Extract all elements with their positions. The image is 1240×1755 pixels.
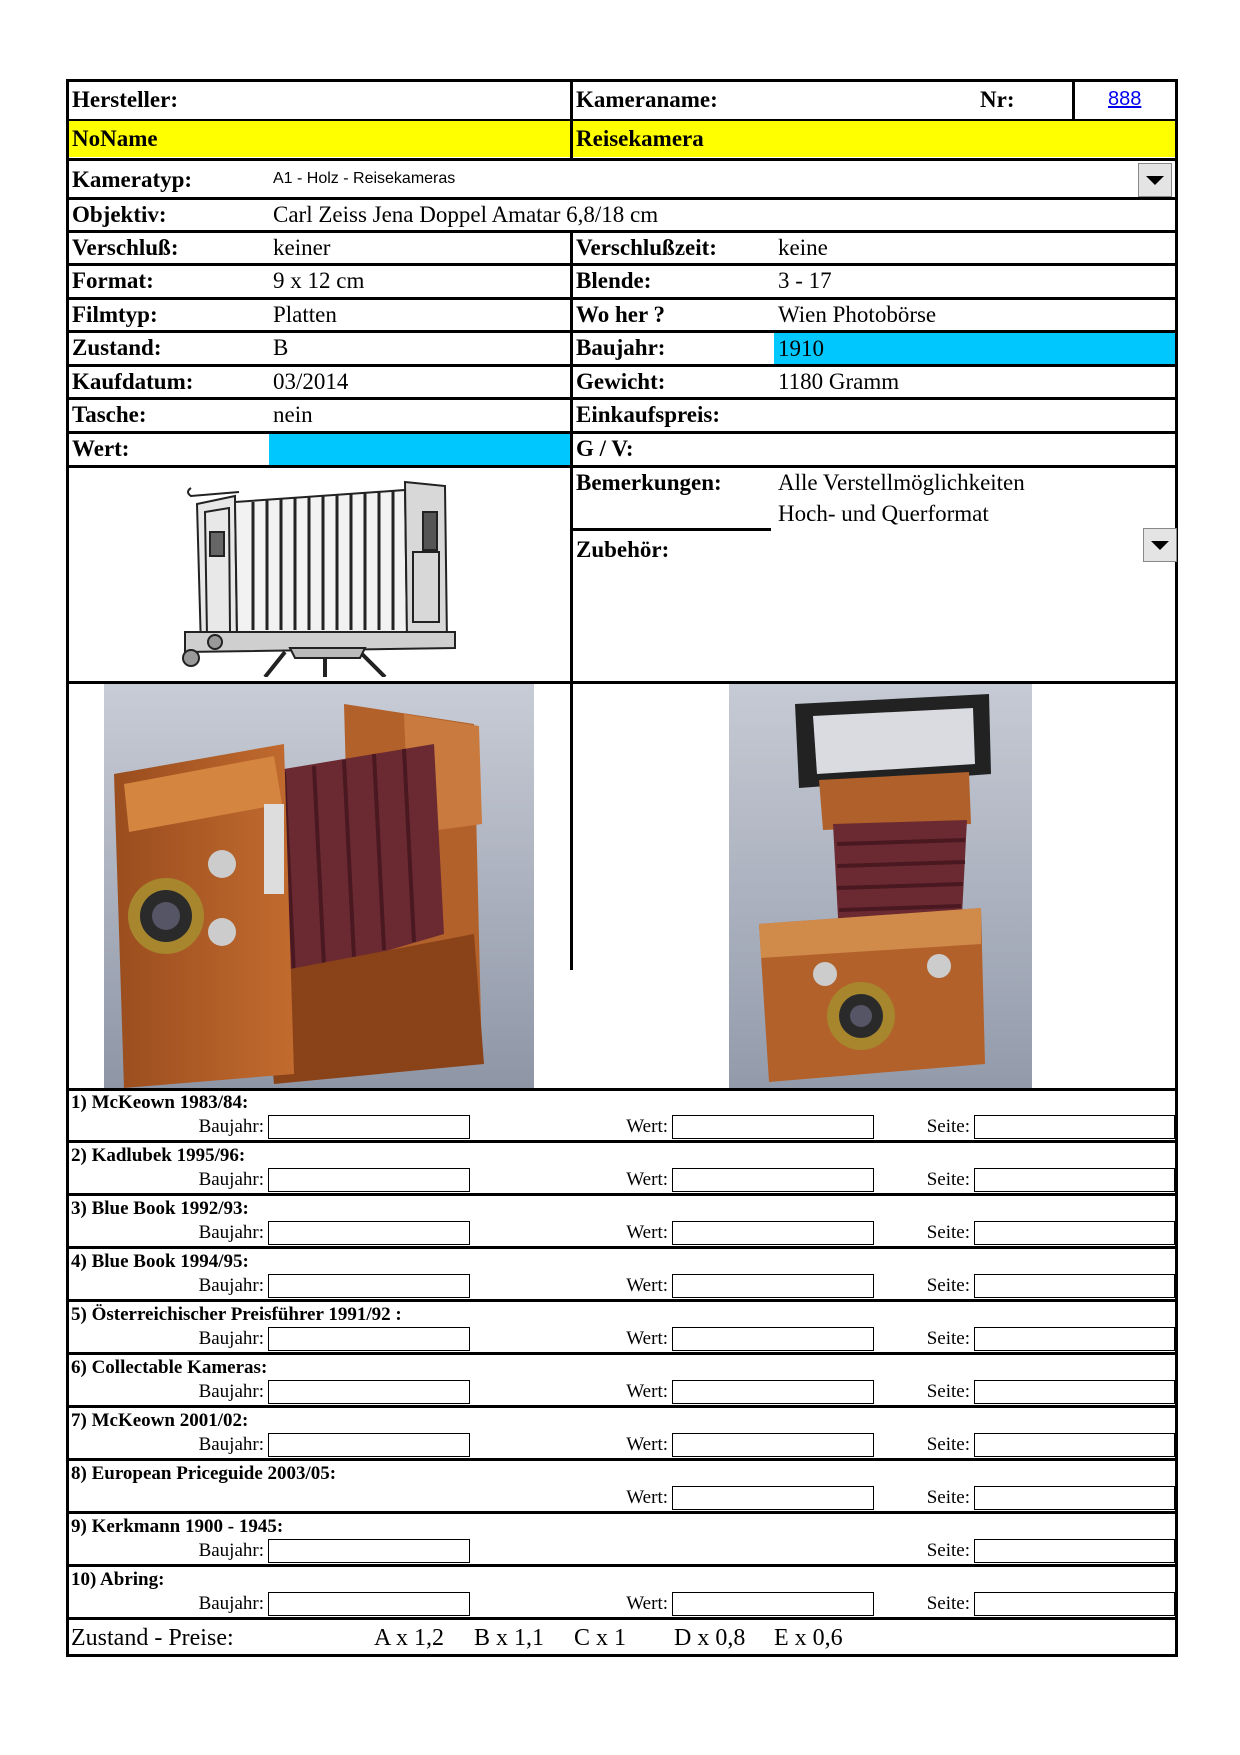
gewicht-value: 1180 Gramm — [778, 369, 900, 394]
baujahr-sublabel: Baujahr: — [198, 1169, 264, 1190]
verschluss-label: Verschluß: — [72, 235, 179, 260]
grid-line — [69, 330, 1175, 333]
format-value: 9 x 12 cm — [273, 268, 365, 293]
wert-field[interactable] — [672, 1486, 874, 1510]
seite-field[interactable] — [974, 1327, 1175, 1351]
reference-title: 9) Kerkmann 1900 - 1945: — [71, 1516, 284, 1537]
zustand-preis-e: E x 0,6 — [774, 1625, 843, 1651]
baujahr-sublabel: Baujahr: — [198, 1116, 264, 1137]
tasche-value: nein — [273, 402, 313, 427]
grid-line — [69, 1352, 1175, 1355]
seite-field[interactable] — [974, 1168, 1175, 1192]
gewicht-label: Gewicht: — [576, 369, 666, 394]
grid-line — [1072, 82, 1075, 120]
grid-line — [69, 158, 1175, 161]
filmtyp-value: Platten — [273, 302, 337, 327]
grid-line — [69, 1511, 1175, 1514]
blende-label: Blende: — [576, 268, 652, 293]
seite-field[interactable] — [974, 1433, 1175, 1457]
reference-title: 3) Blue Book 1992/93: — [71, 1198, 249, 1219]
kaufdatum-value: 03/2014 — [273, 369, 349, 394]
grid-line — [69, 119, 1175, 121]
bemerkungen-label: Bemerkungen: — [576, 470, 722, 495]
reference-title: 4) Blue Book 1994/95: — [71, 1251, 249, 1272]
kameratyp-dropdown-button[interactable] — [1138, 163, 1172, 197]
baujahr-field[interactable] — [268, 1592, 470, 1616]
wert-sublabel: Wert: — [626, 1434, 668, 1455]
grid-line — [69, 297, 1175, 300]
hersteller-label: Hersteller: — [72, 87, 178, 112]
seite-sublabel: Seite: — [926, 1434, 970, 1455]
grid-line — [69, 1193, 1175, 1196]
wert-field[interactable] — [672, 1115, 874, 1139]
baujahr-sublabel: Baujahr: — [198, 1593, 264, 1614]
camera-photo-left — [104, 684, 534, 1088]
seite-sublabel: Seite: — [926, 1328, 970, 1349]
seite-sublabel: Seite: — [926, 1593, 970, 1614]
kameratyp-label: Kameratyp: — [72, 167, 193, 192]
baujahr-field[interactable] — [268, 1539, 470, 1563]
wert-field[interactable] — [672, 1221, 874, 1245]
format-label: Format: — [72, 268, 154, 293]
seite-field[interactable] — [974, 1592, 1175, 1616]
kameratyp-select[interactable] — [269, 162, 1175, 198]
kameraname-label: Kameraname: — [576, 87, 718, 112]
seite-field[interactable] — [974, 1380, 1175, 1404]
triangle-down-icon — [1146, 176, 1164, 185]
blende-value: 3 - 17 — [778, 268, 832, 293]
wert-value — [269, 434, 571, 465]
reference-title: 1) McKeown 1983/84: — [71, 1092, 249, 1113]
baujahr-sublabel: Baujahr: — [198, 1275, 264, 1296]
wert-field[interactable] — [672, 1380, 874, 1404]
filmtyp-label: Filmtyp: — [72, 302, 158, 327]
zustand-preise-label: Zustand - Preise: — [71, 1625, 234, 1651]
grid-line — [69, 465, 1175, 468]
wert-field[interactable] — [672, 1592, 874, 1616]
grid-line — [571, 528, 771, 531]
grid-line — [69, 1140, 1175, 1143]
bemerkungen-dropdown-button[interactable] — [1143, 528, 1177, 562]
einkaufspreis-label: Einkaufspreis: — [576, 402, 721, 427]
triangle-down-icon — [1151, 541, 1169, 550]
woher-label: Wo her ? — [576, 302, 666, 327]
grid-line — [69, 1299, 1175, 1302]
bemerkungen-line-1: Alle Verstellmöglichkeiten — [778, 470, 1025, 495]
verschlusszeit-value: keine — [778, 235, 828, 260]
reference-title: 10) Abring: — [71, 1569, 165, 1590]
grid-line — [570, 82, 573, 158]
grid-line — [69, 1617, 1175, 1620]
wert-sublabel: Wert: — [626, 1487, 668, 1508]
reference-title: 2) Kadlubek 1995/96: — [71, 1145, 246, 1166]
zustand-label: Zustand: — [72, 335, 162, 360]
wert-label: Wert: — [72, 436, 130, 461]
zubehoer-label: Zubehör: — [576, 537, 670, 562]
hersteller-value: NoName — [69, 120, 570, 157]
reference-title: 8) European Priceguide 2003/05: — [71, 1463, 337, 1484]
grid-line — [267, 465, 571, 467]
zustand-preis-b: B x 1,1 — [474, 1625, 545, 1651]
seite-sublabel: Seite: — [926, 1487, 970, 1508]
grid-line — [69, 1405, 1175, 1408]
tasche-label: Tasche: — [72, 402, 147, 427]
grid-line — [69, 1246, 1175, 1249]
wert-field[interactable] — [672, 1433, 874, 1457]
baujahr-label: Baujahr: — [576, 335, 666, 360]
kaufdatum-label: Kaufdatum: — [72, 369, 194, 394]
baujahr-sublabel: Baujahr: — [198, 1222, 264, 1243]
wert-field[interactable] — [672, 1274, 874, 1298]
wert-sublabel: Wert: — [626, 1169, 668, 1190]
verschluss-value: keiner — [273, 235, 331, 260]
baujahr-field[interactable] — [268, 1380, 470, 1404]
grid-line — [69, 364, 1175, 367]
seite-sublabel: Seite: — [926, 1222, 970, 1243]
wert-sublabel: Wert: — [626, 1116, 668, 1137]
seite-field[interactable] — [974, 1115, 1175, 1139]
reference-title: 5) Österreichischer Preisführer 1991/92 : — [71, 1304, 402, 1325]
grid-line — [69, 1564, 1175, 1567]
nr-link[interactable]: 888 — [1108, 88, 1142, 110]
zustand-preis-a: A x 1,2 — [374, 1625, 445, 1651]
kameraname-value: Reisekamera — [573, 120, 1175, 157]
verschlusszeit-label: Verschlußzeit: — [576, 235, 717, 260]
seite-sublabel: Seite: — [926, 1169, 970, 1190]
seite-sublabel: Seite: — [926, 1381, 970, 1402]
grid-line — [69, 397, 1175, 400]
baujahr-field[interactable] — [268, 1168, 470, 1192]
baujahr-sublabel: Baujahr: — [198, 1540, 264, 1561]
objektiv-label: Objektiv: — [72, 202, 167, 227]
wert-field[interactable] — [672, 1168, 874, 1192]
seite-sublabel: Seite: — [926, 1275, 970, 1296]
wert-sublabel: Wert: — [626, 1381, 668, 1402]
seite-sublabel: Seite: — [926, 1116, 970, 1137]
reference-title: 7) McKeown 2001/02: — [71, 1410, 249, 1431]
seite-field[interactable] — [974, 1274, 1175, 1298]
bemerkungen-line-2: Hoch- und Querformat — [778, 501, 989, 526]
camera-drawing — [155, 472, 485, 677]
baujahr-sublabel: Baujahr: — [198, 1381, 264, 1402]
baujahr-value: 1910 — [774, 333, 1175, 364]
wert-sublabel: Wert: — [626, 1222, 668, 1243]
kameratyp-value: A1 - Holz - Reisekameras — [273, 170, 456, 187]
wert-sublabel: Wert: — [626, 1328, 668, 1349]
grid-line — [69, 1458, 1175, 1461]
seite-field[interactable] — [974, 1221, 1175, 1245]
grid-line — [69, 230, 1175, 233]
gv-label: G / V: — [576, 436, 634, 461]
objektiv-value: Carl Zeiss Jena Doppel Amatar 6,8/18 cm — [273, 202, 659, 227]
seite-field[interactable] — [974, 1486, 1175, 1510]
zustand-preis-c: C x 1 — [574, 1625, 627, 1651]
baujahr-sublabel: Baujahr: — [198, 1434, 264, 1455]
reference-title: 6) Collectable Kameras: — [71, 1357, 268, 1378]
grid-line — [69, 263, 1175, 266]
baujahr-field[interactable] — [268, 1115, 470, 1139]
baujahr-field[interactable] — [268, 1327, 470, 1351]
baujahr-field[interactable] — [268, 1433, 470, 1457]
seite-field[interactable] — [974, 1539, 1175, 1563]
baujahr-field[interactable] — [268, 1221, 470, 1245]
camera-photo-right — [729, 684, 1032, 1088]
baujahr-sublabel: Baujahr: — [198, 1328, 264, 1349]
seite-sublabel: Seite: — [926, 1540, 970, 1561]
woher-value: Wien Photobörse — [778, 302, 937, 327]
grid-line — [69, 431, 1175, 434]
wert-sublabel: Wert: — [626, 1275, 668, 1296]
nr-label: Nr: — [980, 87, 1015, 112]
wert-field[interactable] — [672, 1327, 874, 1351]
zustand-value: B — [273, 335, 289, 360]
grid-line — [570, 230, 573, 970]
wert-sublabel: Wert: — [626, 1593, 668, 1614]
zustand-preis-d: D x 0,8 — [674, 1625, 746, 1651]
baujahr-field[interactable] — [268, 1274, 470, 1298]
grid-line — [69, 197, 1175, 200]
